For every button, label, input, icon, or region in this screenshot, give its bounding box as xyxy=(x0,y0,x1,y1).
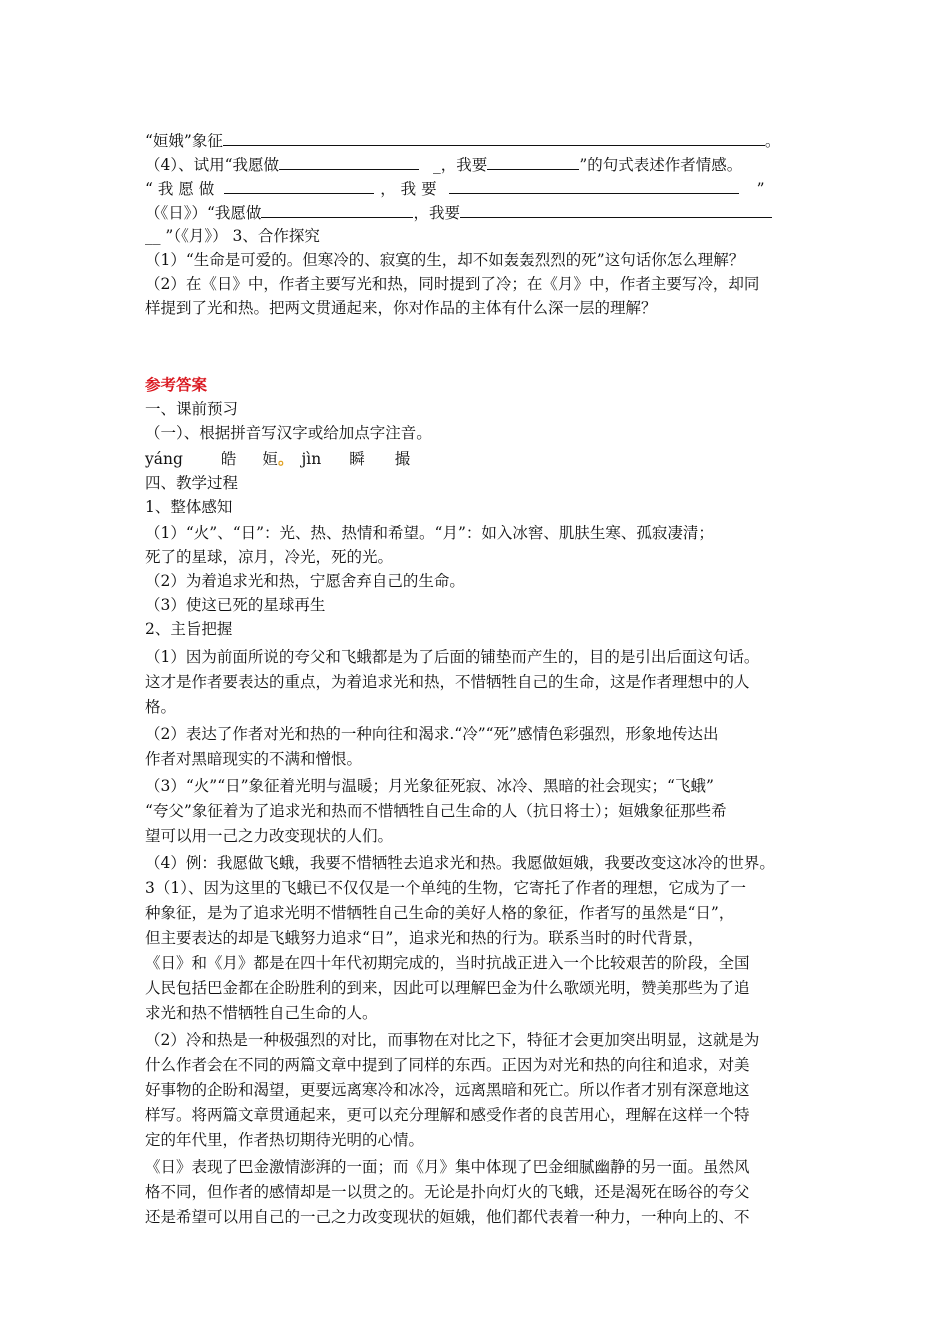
part-1-title: 1、整体感知 xyxy=(145,498,233,516)
text-span: 澎湃的一面；而《月》集中体现了巴金细腻幽静的另一面。虽然风 xyxy=(300,1158,750,1176)
answer-blank xyxy=(279,152,419,170)
answer-text: 作者对黑暗现实的不满和憎恨。 xyxy=(145,750,363,768)
question-2-line-1: （2）在《日》中，作者主要写光和热，同时提到了冷；在《月》中，作者主要写冷，却同 xyxy=(145,275,760,293)
text-span: “ 我 愿 做 xyxy=(145,180,215,198)
answer-text: 还是希望可以用自己的一己之力改变现状的姮娥，他们都代表着一种力，一种向上的、不 xyxy=(145,1208,750,1226)
text-span: ” xyxy=(756,180,765,198)
answer-text: （3）使这已死的星球再生 xyxy=(145,596,326,614)
text-span: ，我要 xyxy=(413,204,460,222)
answer-text: “夸父”象征着为了追求光和热而不惜牺牲自己生命的人（抗日将士）；姮娥象征那些希 xyxy=(145,802,727,820)
text-span: __ ”（《月》） 3、合作探究 xyxy=(145,227,320,245)
pinyin-item: 瞬 xyxy=(349,450,365,468)
answer-text: （4）例：我愿做飞蛾，我要不惜牺牲去追求光和热。我愿做姮娥，我要改变这冰冷的世界。 xyxy=(145,854,775,872)
answer-text: 求光和热不惜牺牲自己生命的人。 xyxy=(145,1004,378,1022)
answer-text: （2）为着追求光和热，宁愿舍弃自己的生命。 xyxy=(145,572,465,590)
text-span: “姮娥”象征 xyxy=(145,132,223,150)
answer-text: （2）冷和热是一种极强烈的对比，而事物在对比之下，特征才会更加突出明显，这就是为 xyxy=(145,1031,760,1049)
answer-text: 死了的星球，凉月，冷光，死的光。 xyxy=(145,548,394,566)
exercise-line-3 xyxy=(145,176,815,201)
exercise-line-2 xyxy=(145,152,815,177)
answer-text: 但主要表达的却是飞蛾努力追求“日”，追求光和热的行为。联系当时的时代背景， xyxy=(145,929,704,947)
text-span: （《日》）“我愿做 xyxy=(145,204,262,222)
exercise-line-4 xyxy=(145,200,815,225)
exercise-line-1 xyxy=(145,128,815,153)
answer-blank xyxy=(460,200,772,218)
text-span: ， 我 要 xyxy=(380,180,437,198)
emphasis-dot: 。 xyxy=(277,449,294,468)
answer-text: 《日》和《月》都是在四十年代初期完成的，当时抗战正进入一个比较艰苦的阶段，全国 xyxy=(145,954,750,972)
pinyin-item: yáng xyxy=(145,450,183,468)
answer-text: 格不同，但作者的感情却是一以贯之的。无论是扑向灯火的飞蛾，还是渴死在旸谷的夸父 xyxy=(145,1183,750,1201)
pinyin-item: 撮 xyxy=(394,450,411,468)
exercise-line-5 xyxy=(145,224,815,248)
answer-blank xyxy=(223,128,765,146)
text-span: 样写。将两篇文章贯通起来，更可以充分理解和感受作者的良苦用心，理解在这样 xyxy=(145,1106,704,1124)
pinyin-answers xyxy=(145,447,815,471)
answer-text: 这才是作者要表达的重点，为着追求光和热，不惜牺牲自己的生命，这是作者理想中的人 xyxy=(145,673,750,691)
section-1-1-title: （一）、根据拼音写汉字或给加点字注音。 xyxy=(145,424,432,442)
text-span: 一个特 xyxy=(703,1106,750,1124)
answer-text: 种象征，是为了追求光明不惜牺牲自己生命的美好人格的象征，作者写的虽然是“日”， xyxy=(145,904,735,922)
answer-blank xyxy=(449,176,739,194)
answer-text: （3）“火”“日”象征着光明与温暖；月光象征死寂、冰冷、黑暗的社会现实；“飞蛾” xyxy=(145,777,714,795)
answer-text: （2）表达了作者对光和热的一种向往和渴求.“冷”“死”感情色彩强烈，形象地传达出 xyxy=(145,725,719,743)
answer-text: 人民包括巴金都在企盼胜利的到来，因此可以理解巴金为什么歌颂光明，赞美那些为了追 xyxy=(145,979,750,997)
section-4-title: 四、教学过程 xyxy=(145,474,239,492)
answer-text: 格。 xyxy=(145,698,177,716)
question-1: （1）“生命是可爱的。但寒冷的、寂寞的生，却不如轰轰烈烈的死”这句话你怎么理解？ xyxy=(145,251,745,269)
text-span: ”的句式表述作者情感。 xyxy=(579,156,743,174)
answer-text: 望可以用一己之力改变现状的人们。 xyxy=(145,827,394,845)
part-2-title: 2、主旨把握 xyxy=(145,620,233,638)
answer-blank xyxy=(487,152,579,170)
question-2-line-2: 样提到了光和热。把两文贯通起来，你对作品的主体有什么深一层的理解？ xyxy=(145,299,657,317)
section-1-title: 一、课前预习 xyxy=(145,400,239,418)
text-span: 。 xyxy=(764,132,781,150)
text-span: （4）、试用“我愿做 xyxy=(145,156,280,174)
answer-text xyxy=(145,1155,815,1179)
answer-text: 3（1）、因为这里的飞蛾已不仅仅是一个单纯的生物，它寄托了作者的理想，它成为了一 xyxy=(145,879,746,897)
answer-text: 好事物的企盼和渴望，更要远离寒冷和冰冷，远离黑暗和死亡。所以作者才别有深意地这 xyxy=(145,1081,750,1099)
answer-blank xyxy=(224,176,374,194)
answer-text: （1）“火”、“日”：光、热、热情和希望。“月”：如入冰窖、肌肤生寒、孤寂凄清； xyxy=(145,524,714,542)
answer-blank xyxy=(261,200,413,218)
answer-text: 什么作者会在不同的两篇文章中提到了同样的东西。正因为对光和热的向往和追求，对美 xyxy=(145,1056,750,1074)
answer-text: （1）因为前面所说的夸父和飞蛾都是为了后面的铺垫而产生的，目的是引出后面这句话。 xyxy=(145,648,760,666)
answers-heading: 参考答案 xyxy=(145,375,208,394)
answer-text: 定的年代里，作者热切期待光明的心情。 xyxy=(145,1131,425,1149)
pinyin-item: jìn xyxy=(301,450,322,468)
text-span: _，我要 xyxy=(433,156,488,174)
text-span: 《日》表现了巴金激情 xyxy=(145,1158,301,1176)
pinyin-item: 姮 xyxy=(262,450,278,468)
pinyin-item: 皓 xyxy=(220,450,237,468)
answer-text xyxy=(145,1103,815,1127)
